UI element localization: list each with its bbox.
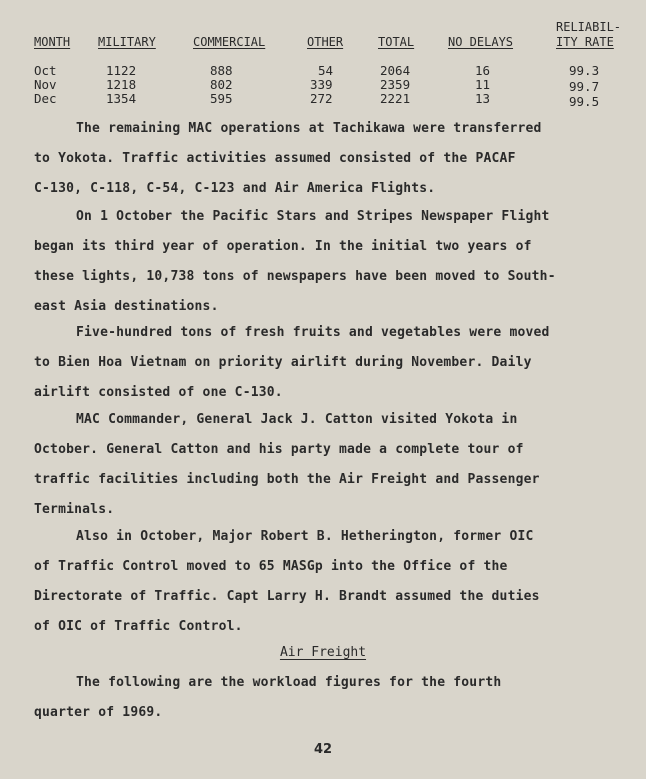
header-no-delays: NO DELAYS	[448, 35, 514, 49]
paragraph-line: quarter of 1969.	[34, 705, 163, 720]
cell-other-nov: 339	[310, 77, 333, 92]
paragraph-line: traffic facilities including both the Air Freight and Passenger	[34, 472, 540, 487]
paragraph-line: On 1 October the Pacific Stars and Stripes Newspaper Flight	[76, 209, 550, 224]
cell-military-nov: 1218	[106, 77, 137, 92]
cell-commercial-oct: 888	[210, 63, 233, 78]
paragraph-line: Directorate of Traffic. Capt Larry H. Brandt assumed the duties	[34, 589, 540, 604]
cell-other-oct: 54	[318, 63, 334, 78]
cell-other-dec: 272	[310, 91, 333, 106]
cell-total-dec: 2221	[380, 91, 411, 106]
cell-delays-oct: 16	[475, 63, 491, 78]
cell-total-nov: 2359	[380, 77, 411, 92]
paragraph-hetherington	[34, 522, 634, 642]
paragraph-line: of OIC of Traffic Control.	[34, 619, 243, 634]
cell-total-oct: 2064	[380, 63, 411, 78]
paragraph-line: The remaining MAC operations at Tachikawa were transferred	[76, 121, 542, 136]
paragraph-newspaper-flight	[34, 202, 634, 322]
section-heading-air-freight: Air Freight	[279, 645, 367, 660]
cell-delays-dec: 13	[475, 91, 491, 106]
paragraph-line: began its third year of operation. In the initial two years of	[34, 239, 532, 254]
paragraph-line: of Traffic Control moved to 65 MASGp into the Office of the	[34, 559, 508, 574]
paragraph-line: to Yokota. Traffic activities assumed consisted of the PACAF	[34, 151, 516, 166]
header-total: TOTAL	[378, 35, 415, 49]
paragraph-workload-intro	[34, 668, 634, 728]
paragraph-line: MAC Commander, General Jack J. Catton visited Yokota in	[76, 412, 518, 427]
paragraph-mac-operations	[34, 114, 634, 204]
paragraph-line: The following are the workload figures for the fourth	[76, 675, 502, 690]
paragraph-line: these lights, 10,738 tons of newspapers have been moved to South-	[34, 269, 556, 284]
cell-military-dec: 1354	[106, 91, 137, 106]
header-commercial: COMMERCIAL	[193, 35, 266, 49]
cell-rate-dec: 99.5	[569, 94, 600, 109]
cell-rate-oct: 99.3	[569, 63, 600, 78]
paragraph-fresh-fruits	[34, 318, 634, 408]
paragraph-line: airlift consisted of one C-130.	[34, 385, 283, 400]
cell-commercial-nov: 802	[210, 77, 233, 92]
cell-month-nov: Nov	[34, 77, 57, 92]
page-number: 42	[313, 742, 333, 757]
header-month: MONTH	[34, 35, 71, 49]
cell-rate-nov: 99.7	[569, 79, 600, 94]
header-military: MILITARY	[98, 35, 156, 49]
header-other: OTHER	[307, 35, 344, 49]
paragraph-line: C-130, C-118, C-54, C-123 and Air America Flights.	[34, 181, 436, 196]
paragraph-line: to Bien Hoa Vietnam on priority airlift during November. Daily	[34, 355, 532, 370]
paragraph-catton-visit	[34, 405, 634, 525]
paragraph-line: Five-hundred tons of fresh fruits and vegetables were moved	[76, 325, 550, 340]
cell-month-oct: Oct	[34, 63, 57, 78]
cell-delays-nov: 11	[475, 77, 491, 92]
cell-military-oct: 1122	[106, 63, 137, 78]
paragraph-line: October. General Catton and his party made a complete tour of	[34, 442, 524, 457]
paragraph-line: east Asia destinations.	[34, 299, 219, 314]
paragraph-line: Terminals.	[34, 502, 115, 517]
cell-commercial-dec: 595	[210, 91, 233, 106]
header-reliability-line1: RELIABIL-	[556, 20, 622, 34]
cell-month-dec: Dec	[34, 91, 57, 106]
header-reliability-line2: ITY RATE	[556, 35, 614, 49]
paragraph-line: Also in October, Major Robert B. Hetherington, former OIC	[76, 529, 534, 544]
